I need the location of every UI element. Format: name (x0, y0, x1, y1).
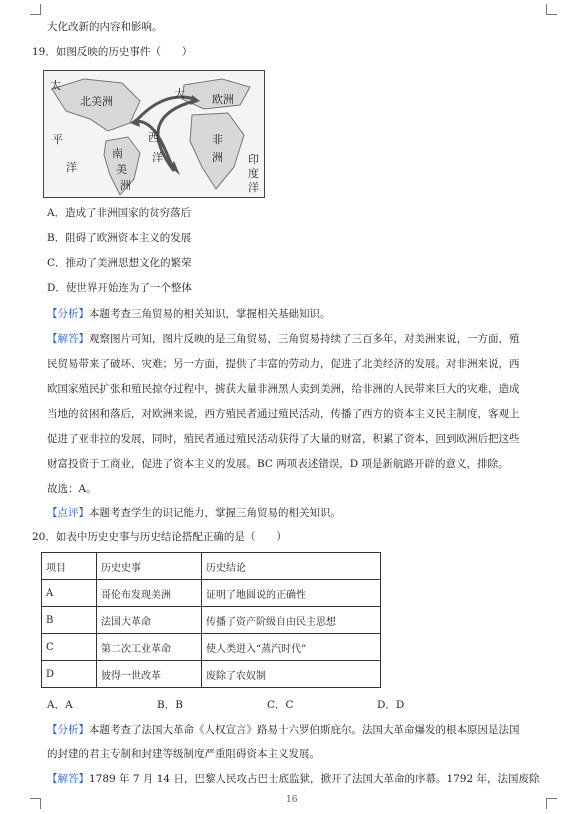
corner-mark (546, 798, 557, 809)
answer-text: 1789 年 7 月 14 日，巴黎人民攻占巴士底监狱，掀开了法国大革命的序幕。1792 年，法国废除 (89, 773, 540, 785)
map-label: 洲 (120, 179, 131, 192)
q20-option-c: C．C (267, 699, 294, 711)
table-cell: C (42, 634, 97, 661)
table-cell: 法国大革命 (97, 607, 202, 634)
q19-answer-line: 当地的贫困和落后，对欧洲来说，西方殖民者通过殖民活动，传播了西方的资本主义民主制度，客观上 (47, 408, 520, 420)
table-row (42, 607, 381, 634)
page-number: 16 (286, 795, 298, 805)
q19-stem: 19．如图反映的历史事件（ ） (32, 46, 193, 58)
map-label: 北美洲 (80, 95, 113, 108)
q20-table (41, 552, 381, 688)
q19-option-d: D．使世界开始连为了一个整体 (47, 282, 192, 294)
q20-analysis-line: 的封建的君主专制和封建等级制度严重阻碍资本主义发展。 (47, 748, 320, 760)
table-cell: B (42, 607, 97, 634)
map-label: 洲 (212, 151, 223, 164)
comment-text: 本题考查学生的识记能力，掌握三角贸易的相关知识。 (89, 507, 341, 519)
q19-answer-line: 促进了亚非拉的发展，同时，殖民者通过殖民活动获得了大量的财富，积累了资本，回到欧洲后把这些 (47, 433, 520, 445)
map-label: 大 (174, 87, 185, 100)
q19-analysis (47, 307, 546, 321)
corner-mark (30, 798, 41, 809)
table-cell: 证明了地圆说的正确性 (202, 580, 381, 607)
table-cell: 历史结论 (202, 553, 381, 580)
answer-tag: 【解答】 (47, 773, 89, 785)
table-cell: 哥伦布发现美洲 (97, 580, 202, 607)
table-row (42, 661, 381, 688)
q19-answer-line: 欧国家殖民扩张和殖民掠夺过程中，掳获大量非洲黑人卖到美洲，给非洲的人民带来巨大的灾难，造成 (47, 383, 520, 395)
map-label: 非 (212, 133, 223, 146)
map-label: 洋 (248, 181, 259, 194)
corner-mark (546, 4, 557, 15)
analysis-tag: 【分析】 (47, 308, 89, 320)
table-cell: 废除了农奴制 (202, 661, 381, 688)
map-label: 欧洲 (212, 93, 234, 106)
q20-answer (47, 772, 546, 786)
q19-choice: 故选：A。 (47, 483, 97, 495)
map-label: 西 (148, 131, 159, 144)
map-label: 洋 (66, 161, 77, 174)
q19-comment (47, 506, 546, 520)
comment-tag: 【点评】 (47, 507, 89, 519)
q20-stem: 20．如表中历史史事与历史结论搭配正确的是（ ） (32, 531, 287, 543)
answer-text: 观察图片可知，图片反映的是三角贸易，三角贸易持续了三百多年，对美洲来说，一方面，殖 (89, 333, 520, 345)
map-label: 平 (52, 133, 63, 146)
table-cell: 使人类进入“蒸汽时代” (202, 634, 381, 661)
map-label: 洋 (152, 151, 163, 164)
analysis-text: 本题考查三角贸易的相关知识，掌握相关基础知识。 (89, 308, 331, 320)
table-cell: 传播了资产阶级自由民主思想 (202, 607, 381, 634)
q20-analysis (47, 723, 546, 737)
q19-answer-line: 民贸易带来了破坏、灾难；另一方面，提供了丰富的劳动力，促进了北美经济的发展。对非洲来说，西 (47, 358, 520, 370)
q19-option-b: B．阻碍了欧洲资本主义的发展 (47, 232, 192, 244)
answer-tag: 【解答】 (47, 333, 89, 345)
q19-option-a: A．造成了非洲国家的贫穷落后 (47, 207, 192, 219)
triangle-trade-map (43, 70, 265, 198)
q20-option-b: B．B (157, 699, 183, 711)
q19-option-c: C．推动了美洲思想文化的繁荣 (47, 257, 192, 269)
table-cell: 历史史事 (97, 553, 202, 580)
table-cell: A (42, 580, 97, 607)
table-cell: 项目 (42, 553, 97, 580)
q19-answer-line (47, 332, 546, 346)
top-text-line: 大化改新的内容和影响。 (47, 21, 163, 33)
map-label: 美 (116, 163, 127, 176)
table-row (42, 634, 381, 661)
analysis-tag: 【分析】 (47, 724, 89, 736)
q19-answer-line: 财富投资于工商业，促进了资本主义的发展。BC 两项表述错误，D 项是新航路开辟的意义，排除。 (47, 458, 509, 470)
map-label: 度 (248, 167, 259, 180)
map-label: 印 (248, 153, 259, 166)
table-row (42, 580, 381, 607)
table-row (42, 553, 381, 580)
table-cell: D (42, 661, 97, 688)
analysis-text: 本题考查了法国大革命《人权宣言》路易十六罗伯斯庇尔。法国大革命爆发的根本原因是法国 (89, 724, 520, 736)
q20-option-d: D．D (377, 699, 405, 711)
table-cell: 彼得一世改革 (97, 661, 202, 688)
map-label: 太 (50, 79, 61, 92)
map-label: 南 (112, 147, 123, 160)
q20-option-a: A．A (47, 699, 73, 711)
table-cell: 第二次工业革命 (97, 634, 202, 661)
corner-mark (30, 4, 41, 15)
